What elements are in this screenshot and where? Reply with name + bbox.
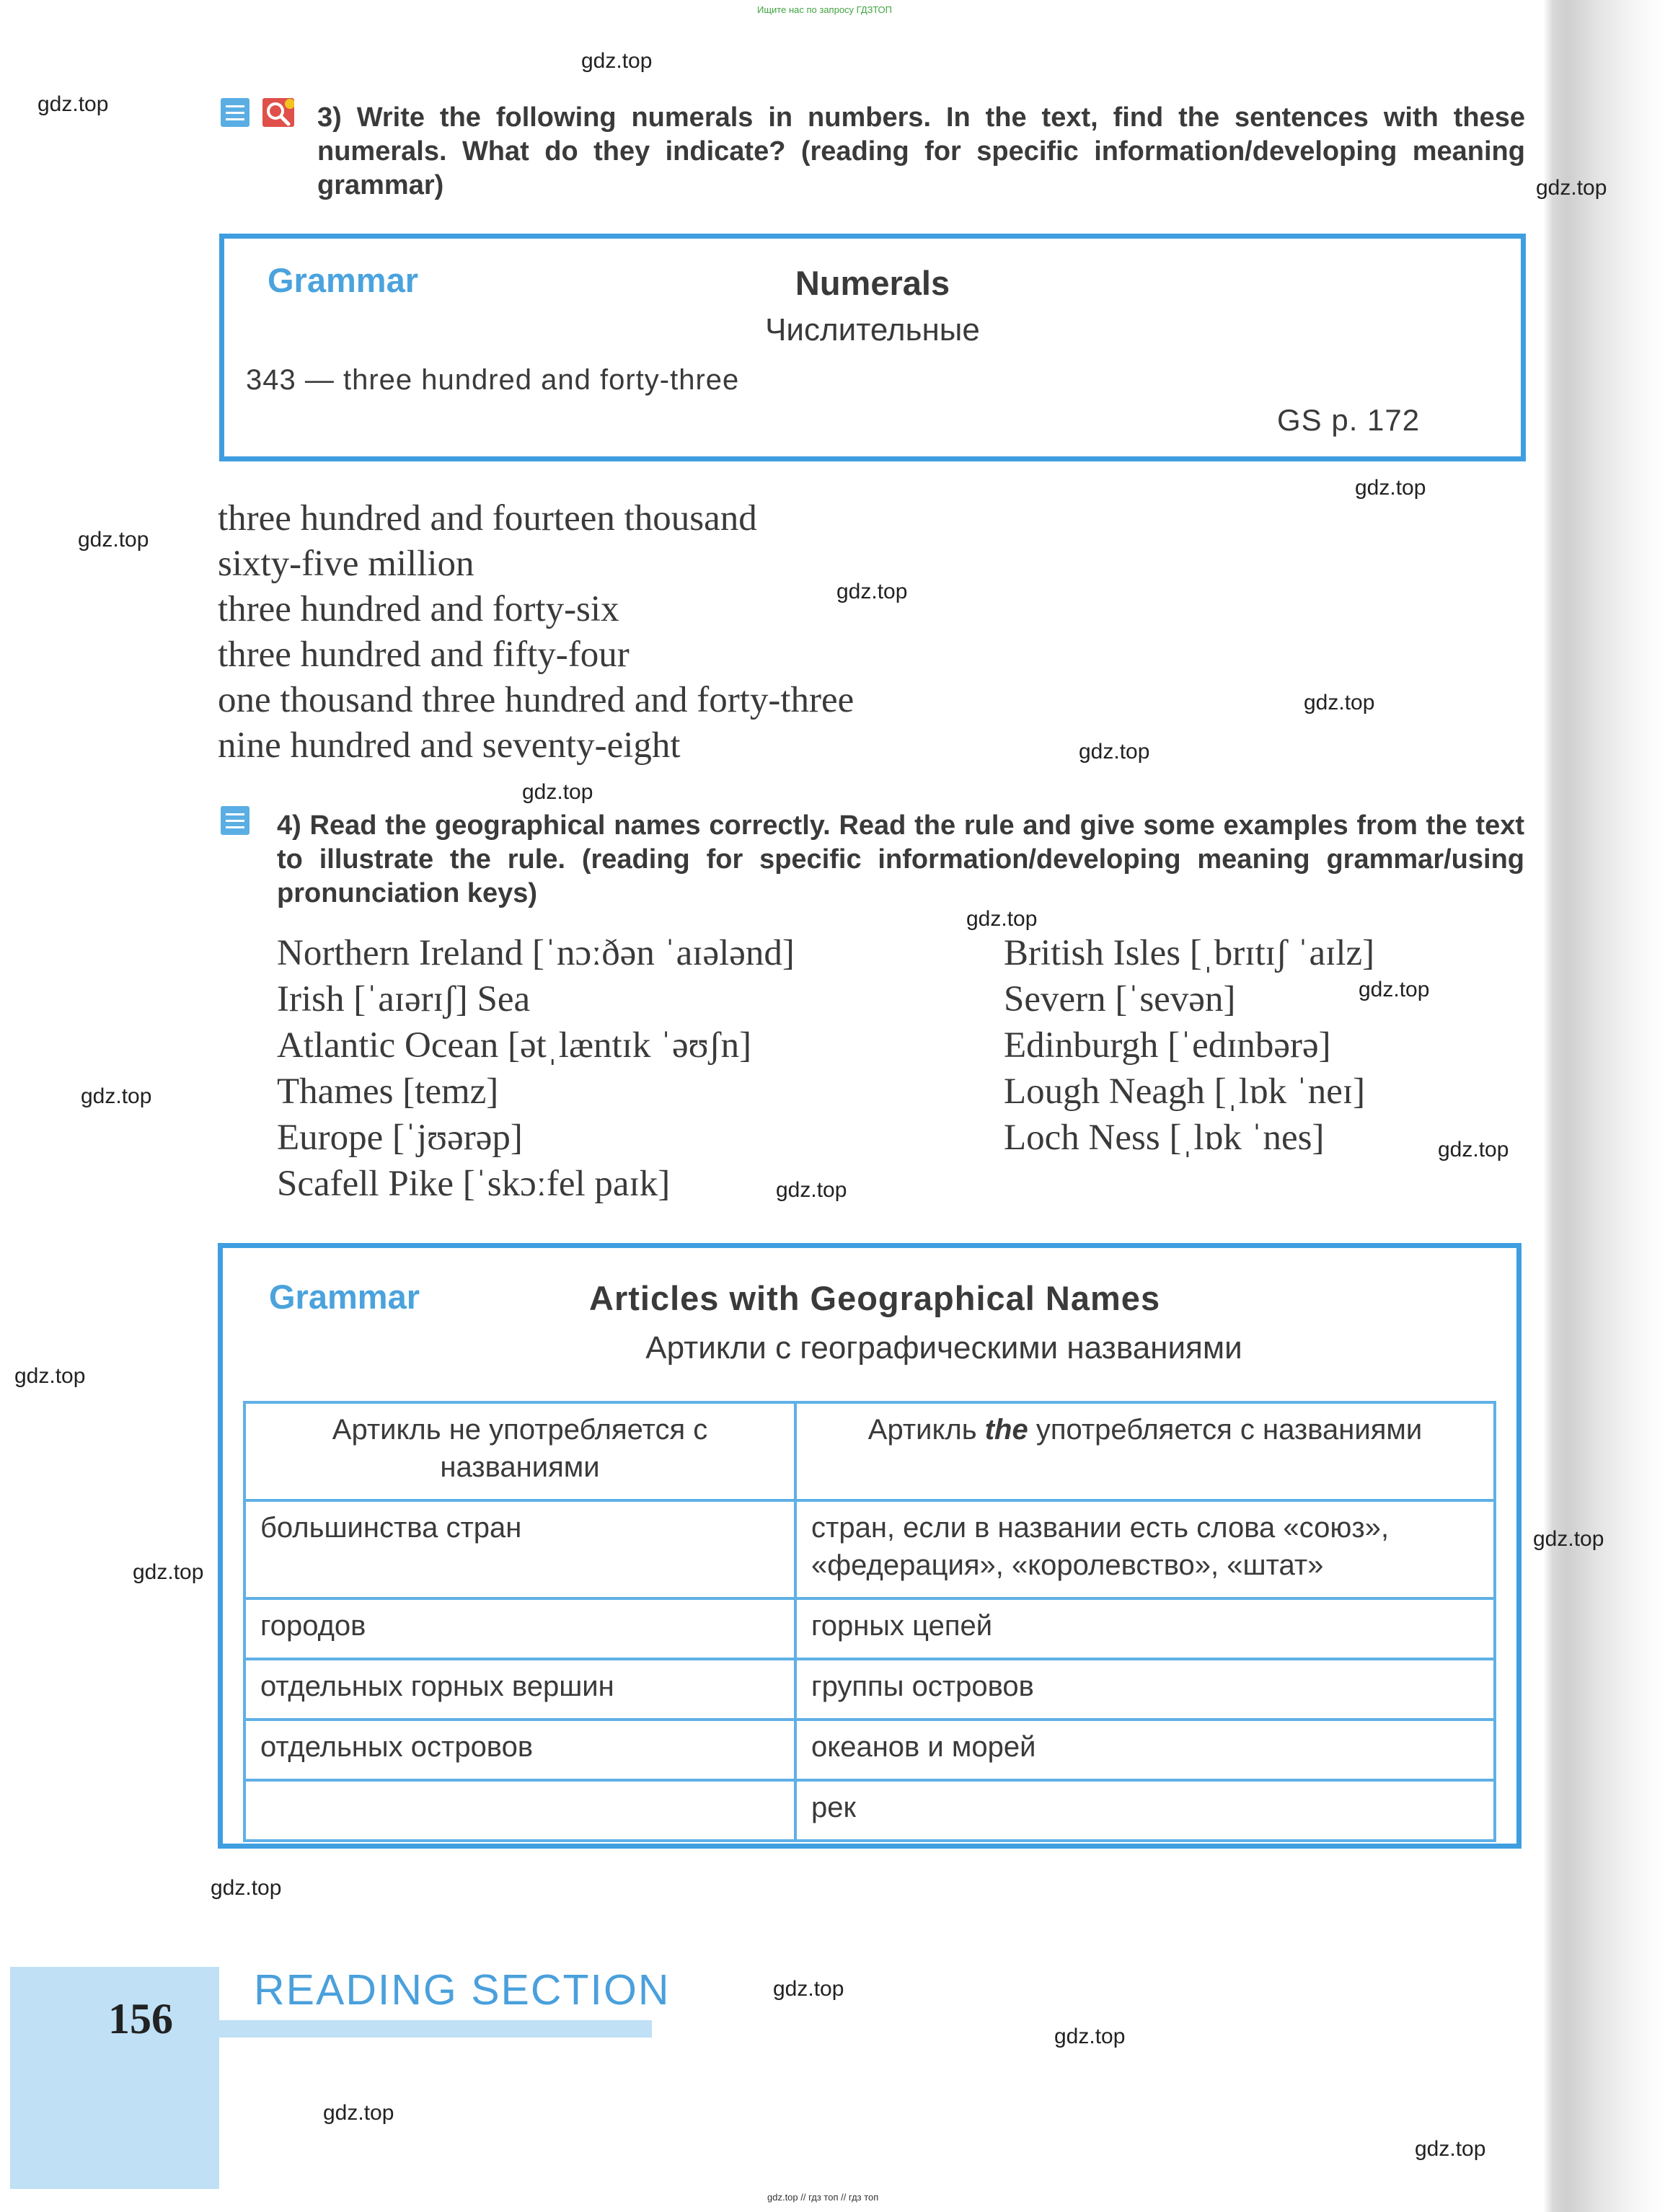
table-cell: большинства стран [244,1500,795,1598]
table-row [244,1598,1495,1659]
magnifier-icon [262,98,294,127]
list-item: Severn [ˈsevən] [1004,979,1236,1019]
list-item: Europe [ˈjʊərəp] [277,1118,523,1158]
geo-names-right [1004,930,1374,1161]
list-item: Scafell Pike [ˈskɔːfel paɪk] [277,1164,671,1204]
watermark: gdz.top [37,92,109,116]
list-item: Northern Ireland [ˈnɔːðən ˈaɪələnd] [277,933,795,973]
table-cell: отдельных островов [244,1720,795,1780]
table-cell: горных цепей [795,1598,1495,1659]
list-item: Atlantic Ocean [ətˌlæntɪk ˈəʊʃn] [277,1025,752,1066]
list-item: sixty-five million [218,544,474,584]
grammar-example: 343 — three hundred and forty-three [246,364,740,396]
table-row [244,1402,1495,1500]
watermark: gdz.top [1438,1138,1509,1162]
list-item: one thousand three hundred and forty-three [218,680,854,720]
table-row [244,1659,1495,1720]
table-header-cell: Артикль the употребляется с названиями [795,1402,1495,1500]
table-cell: отдельных горных вершин [244,1659,795,1720]
bottom-banner: gdz.top // гдз топ // гдз топ [767,2192,879,2203]
list-item: Edinburgh [ˈedɪnbərə] [1004,1025,1331,1066]
grammar-label: Grammar [268,261,418,299]
watermark: gdz.top [14,1364,86,1388]
page-gutter-shadow [1543,0,1665,2212]
top-banner: Ищите нас по запросу ГДЗТОП [757,4,893,15]
list-icon [221,806,249,835]
grammar-subtitle: Артикли с географическими названиями [645,1330,1242,1366]
task-4-instruction: 4) Read the geographical names correctly. Read the rule and give some examples from the text to illustrate the rule. (reading for specific information/developing meaning grammar/using pronunciation keys) [277,810,1524,908]
table-row [244,1720,1495,1780]
list-item: nine hundred and seventy-eight [218,725,681,766]
watermark: gdz.top [81,1084,152,1108]
list-item: three hundred and fourteen thousand [218,498,757,539]
watermark: gdz.top [776,1178,847,1202]
watermark: gdz.top [211,1876,282,1900]
grammar-title: Numerals [795,264,950,302]
watermark: gdz.top [773,1977,844,2001]
watermark: gdz.top [133,1560,204,1584]
table-row [244,1500,1495,1598]
grammar-label: Grammar [269,1278,420,1316]
watermark: gdz.top [1536,176,1607,200]
watermark: gdz.top [1415,2137,1486,2161]
table-cell: стран, если в названии есть слова «союз», «федерация», «королевство», «штат» [795,1500,1495,1598]
watermark: gdz.top [522,780,593,804]
watermark: gdz.top [581,49,653,73]
page-number: 156 [108,1995,173,2043]
watermark: gdz.top [323,2101,394,2125]
watermark: gdz.top [1355,476,1426,500]
list-item: Lough Neagh [ˌlɒk ˈneɪ] [1004,1071,1366,1112]
grammar-numerals-box [219,234,1526,461]
table-row [244,1780,1495,1841]
list-item: Loch Ness [ˌlɒk ˈnes] [1004,1118,1325,1158]
watermark: gdz.top [1079,740,1150,764]
grammar-title: Articles with Geographical Names [589,1279,1161,1317]
table-cell: рек [795,1780,1495,1841]
watermark: gdz.top [1054,2025,1126,2048]
grammar-subtitle: Числительные [765,312,980,348]
watermark: gdz.top [1359,978,1430,1001]
list-item: Irish [ˈaɪərɪʃ] Sea [277,979,531,1019]
list-item: three hundred and fifty-four [218,634,630,675]
numerals-list [218,496,854,769]
table-cell [244,1780,795,1841]
task-3-instruction: 3) Write the following numerals in numbers. In the text, find the sentences with these numerals. What do they indicate? (reading for specific information/developing meaning grammar) [317,102,1525,200]
grammar-reference: GS p. 172 [1277,403,1421,437]
geo-names-left [277,930,795,1207]
grammar-articles-box [218,1243,1522,1849]
watermark: gdz.top [1533,1527,1604,1551]
list-item: British Isles [ˌbrɪtɪʃ ˈaɪlz] [1004,933,1375,973]
list-icon [221,98,249,127]
watermark: gdz.top [836,580,908,603]
table-cell: группы островов [795,1659,1495,1720]
table-header-cell: Артикль не употребляется с названиями [244,1402,795,1500]
table-cell: городов [244,1598,795,1659]
section-title: READING SECTION [254,1966,671,2014]
watermark: gdz.top [966,907,1038,931]
table-cell: океанов и морей [795,1720,1495,1780]
section-stripe [10,2020,652,2038]
list-item: Thames [temz] [277,1071,499,1112]
articles-table [243,1401,1496,1842]
list-item: three hundred and forty-six [218,589,619,629]
watermark: gdz.top [1304,691,1375,715]
watermark: gdz.top [78,528,149,552]
